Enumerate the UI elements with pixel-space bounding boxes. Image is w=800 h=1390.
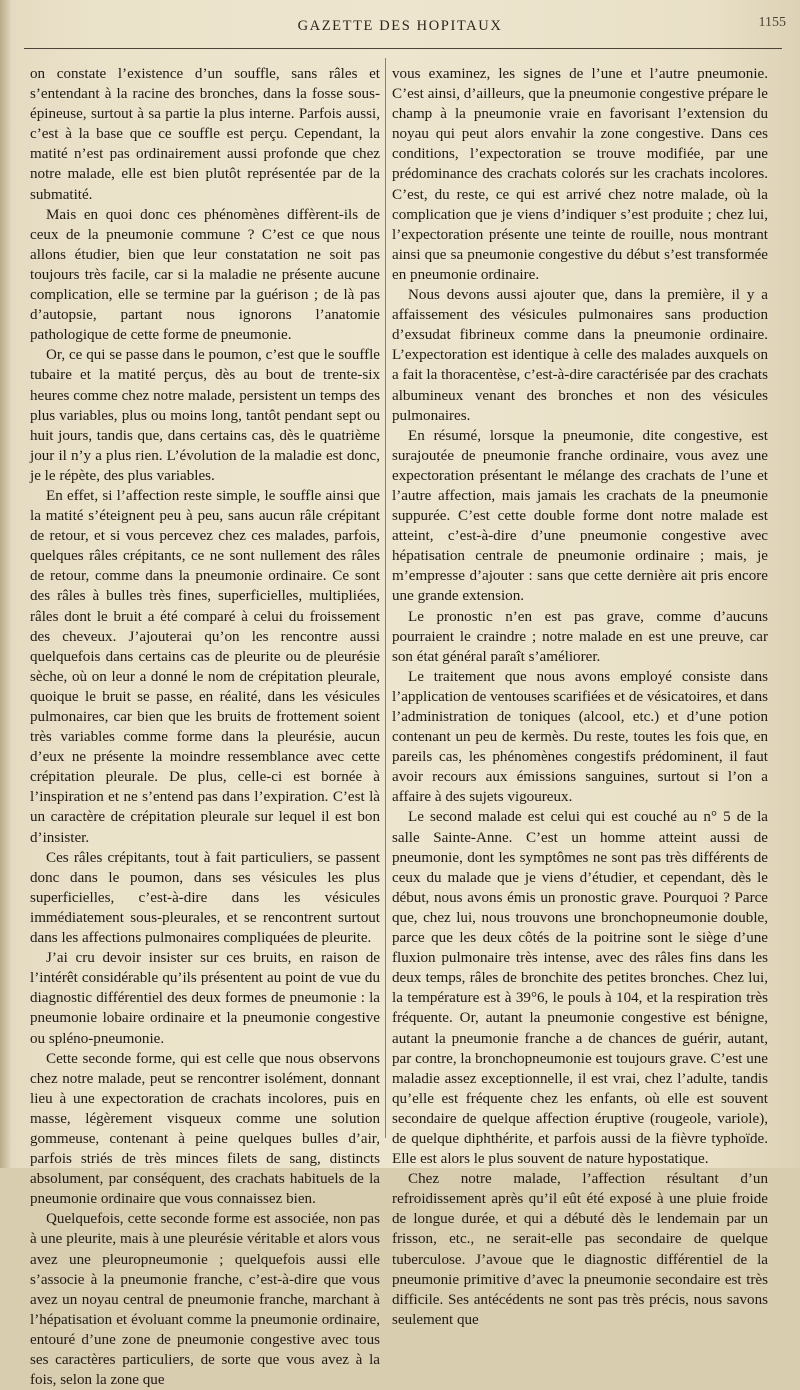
- paragraph: Le second malade est celui qui est couché au n° 5 de la salle Sainte-Anne. C’est un homme atteint aussi de pneumonie, dont les symptômes ne sont pas très différents de ceux du malade que je viens d’étudier, et cependant, dès le début, nous avons émis un pronostic grave. Pourquoi ? Parce que, chez lui, nous trouvons une bronchopneumonie double, parce que les deux côtés de la poitrine sont le siège d’une fluxion pulmonaire très intense, avec des râles fins dans les deux temps, râles de bronchite des petites bronches. Chez lui, la température est à 39°6, le pouls à 104, et la respiration très fréquente. Or, autant la pneumonie congestive est bénigne, autant la pneumonie franche a de chances de guérir, autant, par contre, la bronchopneumonie est toujours grave. C’est une maladie assez exceptionnelle, il est vrai, chez l’adulte, tandis qu’elle est fréquente chez les enfants, où elle est souvent secondaire de quelque affection éruptive (rougeole, variole), de quelque diphthérite, et parfois aussi de la fièvre typhoïde. Elle est alors le plus souvent de nature hypostatique.: [392, 809, 768, 1168]
- header-rule: [24, 48, 782, 49]
- paragraph: Chez notre malade, l’affection résultant d’un refroidissement après qu’il eût été exposé à une pluie froide de longue durée, et qui a débuté dès le lendemain par un frisson, etc., ne serait-elle pas secondaire de quelque tuberculose. J’avoue que le diagnostic différentiel de la pneumonie primitive d’avec la pneumonie secondaire est très difficile. Ses antécédents ne sont pas très précis, nous savons seulement que: [392, 1171, 768, 1328]
- paragraph: vous examinez, les signes de l’une et l’autre pneumonie. C’est ainsi, d’ailleurs, que la pneumonie congestive prépare le champ à la pneumonie vraie en favorisant l’extension du noyau qui peut alors envahir la zone congestive. Dans ces conditions, l’expectoration se trouve modifiée, par une prédominance des crachats colorés sur les crachats incolores. C’est, du reste, ce qui est arrivé chez notre malade, où la complication que je viens d’indiquer s’est produite ; chez lui, l’expectoration présente une teinte de rouille, nous montrant ainsi que sa pneumonie congestive du début s’est transformée en pneumonie ordinaire.: [392, 66, 768, 283]
- paragraph: Le traitement que nous avons employé consiste dans l’application de ventouses scarifiées et de vésicatoires, et dans l’administration de toniques (alcool, etc.) et d’une potion contenant un peu de kermès. Du reste, toutes les fois que, en pareils cas, les phénomènes congestifs prédominent, il faut avoir recours aux émissions sanguines, surtout si l’on a affaire à des sujets vigoureux.: [392, 668, 768, 806]
- paragraph: Mais en quoi donc ces phénomènes diffèrent-ils de ceux de la pneumonie commune ? C’est ce que nous allons étudier, bien que leur constatation ne soit pas toujours très facile, car si la maladie ne présente aucune complication, elle se termine par la guérison ; de là pas d’autopsie, partant nous ignorons l’anatomie pathologique de cette forme de pneumonie.: [30, 206, 380, 344]
- running-title: GAZETTE DES HOPITAUX: [297, 18, 503, 34]
- binding-shadow: [0, 0, 12, 1168]
- page-header: [0, 14, 800, 42]
- page-number: 1155: [758, 15, 786, 30]
- paragraph: En effet, si l’affection reste simple, le souffle ainsi que la matité s’éteignent peu à peu, sans aucun râle crépitant de retour, et si vous percevez chez ces malades, parfois, quelques râles crépitants, ce ne sont nullement des râles de retour, comme dans la pneumonie ordinaire. Ce sont des râles à bulles très fines, superficielles, multipliées, râles dont le bruit a été comparé à celui du froissement des cheveux. J’ajouterai qu’on les rencontre aussi quelquefois dans certains cas de pleurite ou de pleurésie sèche, où on leur a donné le nom de crépitation pleurale, quoique le bruit se passe, en réalité, dans les vésicules pulmonaires, car bien que les bruits de frottement soient très variables comme forme dans la pleurésie, aucun d’eux ne présente la moindre ressemblance avec cette crépitation pleurale. De plus, celle-ci est bornée à l’inspiration et ne s’entend pas dans l’expiration. C’est là un caractère de crépitation pleurale sur lequel il est bon d’insister.: [30, 487, 380, 846]
- paragraph: En résumé, lorsque la pneumonie, dite congestive, est surajoutée de pneumonie franche ordinaire, vous avez une expectoration présentant le mélange des crachats de l’une et l’autre affection, mais jamais les crachats de la pneumonie suppurée. C’est cette double forme dont notre malade est atteint, c’est-à-dire d’une pneumonie congestive avec hépatisation centrale de pneumonie ordinaire ; mais, je m’empresse d’ajouter : sans que cette dernière ait pris encore une grande extension.: [392, 427, 768, 605]
- paragraph: Or, ce qui se passe dans le poumon, c’est que le souffle tubaire et la matité perçus, dès au bout de trente-six heures comme chez notre malade, persistent un temps des plus variables, plus ou moins long, tantôt pendant sept ou huit jours, tandis que, dans certains cas, dès le quatrième jour il n’y a plus rien. L’évolution de la maladie est donc, je le répète, des plus variables.: [30, 347, 380, 484]
- paragraph: Ces râles crépitants, tout à fait particuliers, se passent donc dans le poumon, dans ses vésicules les plus superficielles, c’est-à-dire dans les vésicules immédiatement sous-pleurales, et se rencontrent surtout dans les affections pulmonaires compliquées de pleurite.: [30, 849, 380, 947]
- paragraph: Cette seconde forme, qui est celle que nous observons chez notre malade, peut se rencontrer isolément, donnant lieu à une expectoration de crachats incolores, puis en masse, légèrement visqueux comme une solution gommeuse, contenant à peine quelques bulles d’air, parfois striés de très minces filets de sang, distincts absolument, par conséquent, des crachats habituels de la pneumonie ordinaire que vous connaissez bien.: [30, 1050, 380, 1208]
- paragraph: Nous devons aussi ajouter que, dans la première, il y a affaissement des vésicules pulmonaires sans production d’exsudat fibrineux comme dans la pneumonie ordinaire. L’expectoration est identique à celle des malades auxquels on a fait la thoracentèse, c’est-à-dire caractérisée par des crachats albumineux venant des bronches et non des vésicules pulmonaires.: [392, 287, 768, 424]
- paragraph: Le pronostic n’en est pas grave, comme d’aucuns pourraient le craindre ; notre malade en est une preuve, car son état général paraît s’améliorer.: [392, 608, 768, 665]
- right-column: [392, 64, 768, 1330]
- paragraph: J’ai cru devoir insister sur ces bruits, en raison de l’intérêt considérable qu’ils présentent au point de vue du diagnostic différentiel des deux formes de pneumonie : la pneumonie lobaire ordinaire et la pneumonie congestive ou spléno-pneumonie.: [30, 950, 380, 1047]
- column-divider: [385, 58, 386, 1138]
- paragraph: Quelquefois, cette seconde forme est associée, non pas à une pleurite, mais à une pleurésie véritable et alors vous avez une pleuropneumonie ; quelquefois aussi elle s’associe à la pneumonie franche, c’est-à-dire que vous avez un noyau central de pneumonie franche, marchant à l’hépatisation et évoluant comme la pneumonie ordinaire, entouré d’une zone de pneumonie congestive avec tous ses caractères particuliers, de sorte que vous avez à la fois, selon la zone que: [30, 1211, 380, 1389]
- paragraph: on constate l’existence d’un souffle, sans râles et s’entendant à la racine des bronches, dans la fosse sous-épineuse, surtout à sa partie la plus interne. Parfois aussi, c’est à la base que ce souffle est perçu. Cependant, la matité n’est pas ordinairement aussi profonde que chez notre malade, elle est bien plutôt représentée par de la submatité.: [30, 66, 380, 203]
- left-column: [30, 64, 380, 1390]
